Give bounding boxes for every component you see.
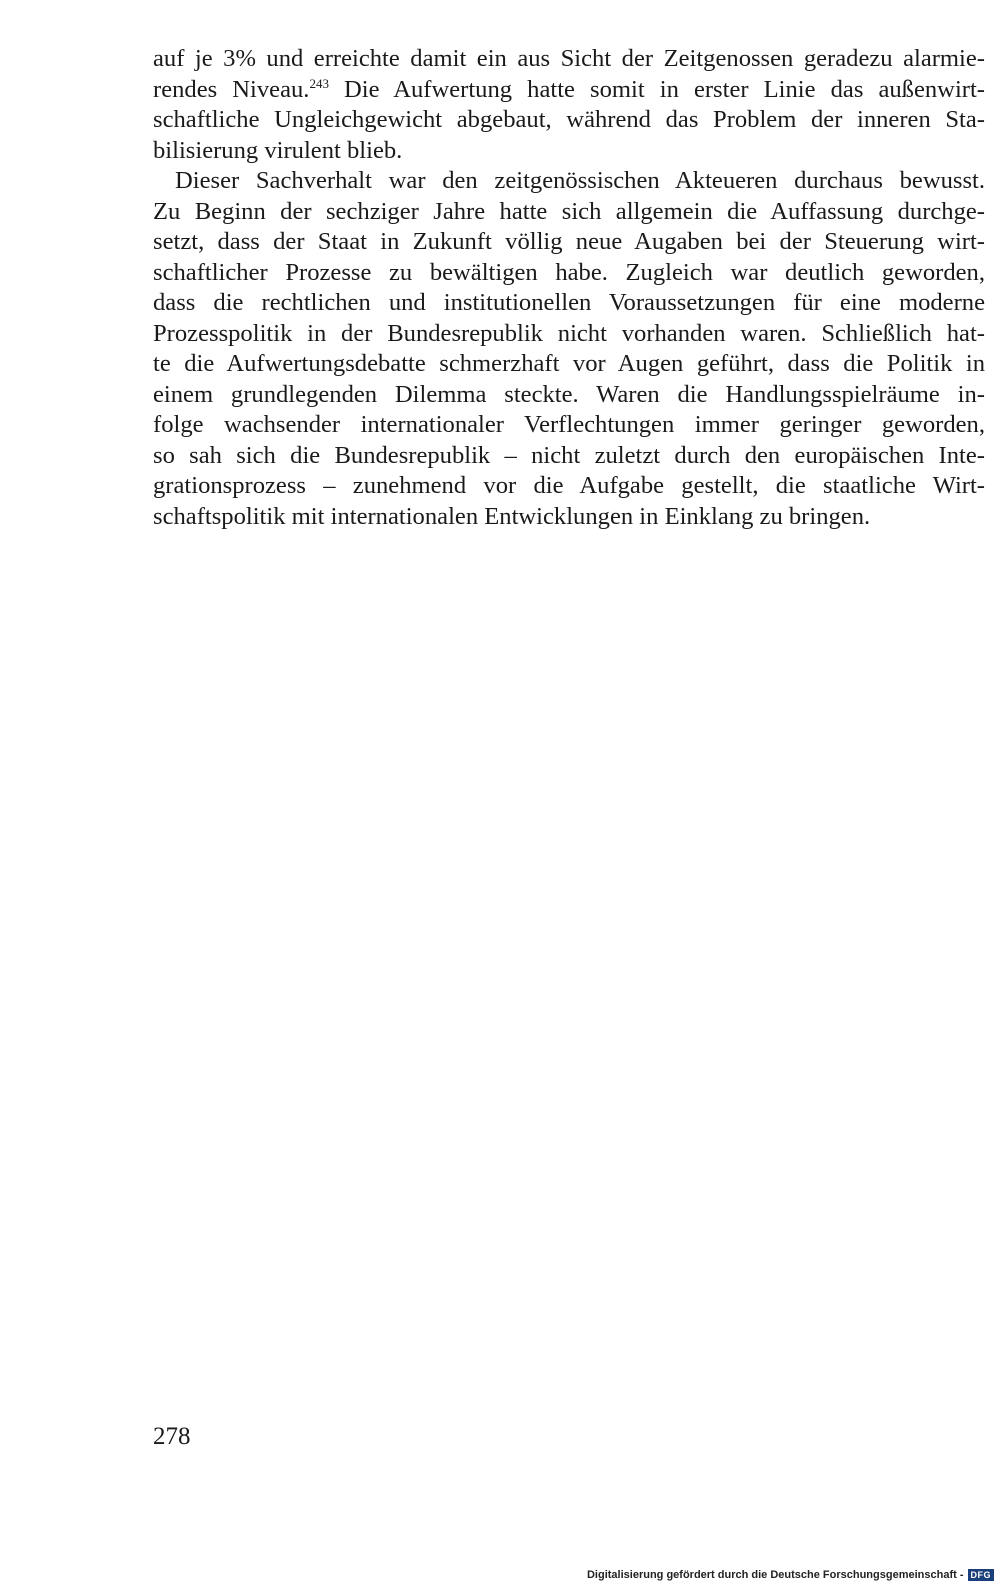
dfg-logo: DFG [968,1569,995,1581]
text-line: schaftlicher Prozesse zu bewältigen habe. Zugleich war deutlich geworden, [153,258,985,286]
credit-text: Digitalisierung gefördert durch die Deutsche Forschungsgemeinschaft - [586,1569,964,1581]
text-line: dass die rechtlichen und institutionellen Voraussetzungen für eine moderne [153,289,985,316]
text-line: schaftspolitik mit internationalen Entwicklungen in Einklang zu bringen. [153,502,871,530]
text-line: schaftliche Ungleichgewicht abgebaut, während das Problem der inneren Sta- [153,106,985,133]
text-line: bilisierung virulent blieb. [153,136,403,164]
footnote-reference[interactable]: 243 [309,75,329,91]
text-line [153,75,985,106]
page-number: 278 [153,1423,191,1450]
text-line: Zu Beginn der sechziger Jahre hatte sich allgemein die Auffassung durchge- [153,197,985,225]
text-line: te die Aufwertungsdebatte schmerzhaft vor Augen geführt, dass die Politik in [153,350,985,377]
text-line: auf je 3% und erreichte damit ein aus Sicht der Zeitgenossen geradezu alarmie- [153,45,985,72]
paragraph-2 [153,166,985,532]
text-fragment: Die Aufwertung hatte somit in erster Linie das außenwirt- [328,75,985,103]
text-line: setzt, dass der Staat in Zukunft völlig neue Augaben bei der Steuerung wirt- [153,228,985,255]
text-fragment: rendes Niveau. [153,75,310,103]
text-line: einem grundlegenden Dilemma steckte. Waren die Handlungsspielräume in- [153,380,985,408]
text-line: grationsprozess – zunehmend vor die Aufgabe gestellt, die staatliche Wirt- [153,472,985,499]
paragraph-1 [153,44,985,166]
text-line: so sah sich die Bundesrepublik – nicht zuletzt durch den europäischen Inte- [153,441,985,469]
text-line: folge wachsender internationaler Verflechtungen immer geringer geworden, [153,411,985,438]
digitization-credit [587,1569,994,1581]
text-line: Prozesspolitik in der Bundesrepublik nicht vorhanden waren. Schließlich hat- [153,319,985,347]
body-text [153,44,985,532]
text-line: Dieser Sachverhalt war den zeitgenössischen Akteueren durchaus bewusst. [175,167,985,194]
